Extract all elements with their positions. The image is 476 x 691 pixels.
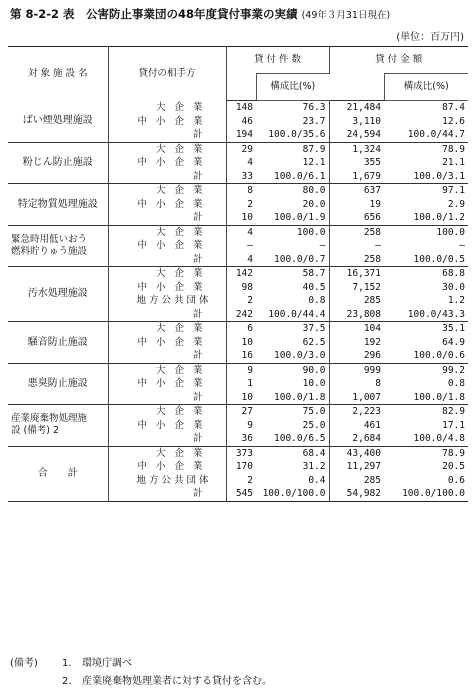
category-label: 計 xyxy=(108,253,226,267)
loan-amount: 2,684 xyxy=(329,432,384,446)
category-label: 大企業 xyxy=(108,446,226,460)
loan-amount: 23,808 xyxy=(329,308,384,322)
amount-share: 21.1 xyxy=(442,157,465,168)
loan-count: ― xyxy=(247,240,253,251)
header-amount-composition: 構成比(%) xyxy=(384,74,468,101)
table-row xyxy=(8,405,468,419)
loan-count: 1 xyxy=(247,378,253,389)
loan-amount: 461 xyxy=(363,419,381,431)
count-share: 100.0/6.5 xyxy=(256,432,329,446)
amount-share: 87.4 xyxy=(442,102,465,113)
loan-amount: 24,594 xyxy=(329,128,384,142)
amount-share: 17.1 xyxy=(442,419,465,431)
loan-count: 27 xyxy=(241,406,253,417)
facility-name-line2: 設 (備考) 2 xyxy=(11,425,59,437)
loan-count: 9 xyxy=(247,364,253,376)
amount-share: 12.6 xyxy=(442,115,465,127)
amount-share: 1.2 xyxy=(447,295,465,306)
facility-name: 悪臭防止施設 xyxy=(8,363,108,405)
amount-share: 30.0 xyxy=(442,281,465,293)
amount-share: 78.9 xyxy=(442,143,465,155)
loan-amount: 104 xyxy=(363,323,381,334)
amount-share: 64.9 xyxy=(442,336,465,348)
loan-amount: 1,679 xyxy=(329,170,384,184)
loan-count: 36 xyxy=(226,432,256,446)
loan-amount: 19 xyxy=(369,198,381,210)
loan-amount: 7,152 xyxy=(352,281,381,293)
category-label: 大企業 xyxy=(108,142,226,156)
loan-count: 10 xyxy=(226,391,256,405)
group-odor xyxy=(8,363,468,405)
loan-amount: ― xyxy=(375,240,381,251)
loan-amount: 355 xyxy=(363,157,381,168)
group-specific-substances xyxy=(8,184,468,226)
count-share: 0.8 xyxy=(256,294,329,308)
count-share: 100.0/1.9 xyxy=(256,211,329,225)
amount-share: 0.6 xyxy=(447,474,465,486)
count-share: 90.0 xyxy=(256,363,329,377)
loan-count: 10 xyxy=(226,211,256,225)
amount-share: 35.1 xyxy=(442,323,465,334)
note-2 xyxy=(10,672,272,687)
facility-name: 合 計 xyxy=(8,446,108,501)
group-soot-smoke xyxy=(8,101,468,143)
loan-count: 242 xyxy=(226,308,256,322)
count-share: 20.0 xyxy=(256,198,329,212)
group-low-sulfur-fuel xyxy=(8,225,468,267)
facility-name-line1: 産業廃棄物処理施 xyxy=(11,413,88,425)
count-share: 58.7 xyxy=(256,267,329,281)
category-label: 計 xyxy=(108,170,226,184)
loan-count: 10 xyxy=(241,336,253,348)
loan-amount: 54,982 xyxy=(329,487,384,501)
amount-share: 68.8 xyxy=(442,268,465,279)
loan-amount: 192 xyxy=(363,336,381,348)
count-share: 80.0 xyxy=(256,184,329,198)
amount-share: 99.2 xyxy=(442,364,465,376)
table-row xyxy=(8,363,468,377)
loan-count: 4 xyxy=(226,253,256,267)
note-text: 産業廃棄物処理業者に対する貸付を含む。 xyxy=(82,676,272,687)
loan-amount: 637 xyxy=(363,185,381,196)
category-label: 大企業 xyxy=(108,184,226,198)
count-share: 40.5 xyxy=(256,281,329,295)
category-label: 中小企業 xyxy=(108,115,226,129)
category-label: 計 xyxy=(108,211,226,225)
facility-name-line2: 燃料貯りゅう施設 xyxy=(11,245,88,257)
table-title xyxy=(10,6,390,22)
loan-amount: 3,110 xyxy=(352,115,381,127)
category-label: 中小企業 xyxy=(108,460,226,474)
loan-amount: 43,400 xyxy=(346,447,381,459)
facility-name: ばい煙処理施設 xyxy=(8,101,108,143)
facility-name xyxy=(8,225,108,267)
amount-share: 100.0/0.5 xyxy=(384,253,468,267)
facility-name: 騒音防止施設 xyxy=(8,322,108,364)
category-label: 中小企業 xyxy=(108,156,226,170)
header-facility: 対 象 施 設 名 xyxy=(8,47,108,101)
loan-results-table xyxy=(8,46,468,502)
loan-count: 4 xyxy=(247,226,253,238)
count-share: 87.9 xyxy=(256,142,329,156)
loan-amount: 285 xyxy=(363,474,381,486)
group-industrial-waste xyxy=(8,405,468,447)
category-label: 計 xyxy=(108,349,226,363)
group-noise xyxy=(8,322,468,364)
header-count: 貸 付 件 数 xyxy=(226,47,329,74)
amount-share: 20.5 xyxy=(442,461,465,472)
count-share: 100.0/100.0 xyxy=(256,487,329,501)
count-share: 100.0/3.0 xyxy=(256,349,329,363)
note-number: 1. xyxy=(62,658,72,669)
loan-count: 2 xyxy=(247,198,253,210)
amount-share: 100.0/0.6 xyxy=(384,349,468,363)
category-label: 地方公共団体 xyxy=(108,474,226,488)
loan-count: 33 xyxy=(226,170,256,184)
category-label: 大企業 xyxy=(108,322,226,336)
loan-amount: 11,297 xyxy=(346,461,381,472)
count-share: 100.0/1.8 xyxy=(256,391,329,405)
loan-amount: 258 xyxy=(363,226,381,238)
category-label: 大企業 xyxy=(108,363,226,377)
amount-share: 100.0/100.0 xyxy=(384,487,468,501)
note-number: 2. xyxy=(62,676,72,687)
facility-name-line1: 緊急時用低いおう xyxy=(11,233,88,245)
loan-amount: 285 xyxy=(363,295,381,306)
group-grand-total xyxy=(8,446,468,501)
loan-amount: 2,223 xyxy=(352,406,381,417)
facility-name: 粉じん防止施設 xyxy=(8,142,108,184)
category-label: 大企業 xyxy=(108,405,226,419)
category-label: 計 xyxy=(108,432,226,446)
table-row xyxy=(8,101,468,115)
loan-amount: 1,324 xyxy=(352,143,381,155)
facility-name: 特定物質処理施設 xyxy=(8,184,108,226)
amount-share: 97.1 xyxy=(442,185,465,196)
amount-share: 100.0/1.8 xyxy=(384,391,468,405)
as-of-date: (49年３月31日現在) xyxy=(301,10,391,21)
count-share: 37.5 xyxy=(256,322,329,336)
header-count-blank xyxy=(226,74,256,101)
count-share: ― xyxy=(256,239,329,253)
loan-count: 148 xyxy=(235,102,253,113)
amount-share: 100.0/44.7 xyxy=(384,128,468,142)
header-amount-blank xyxy=(329,74,384,101)
count-share: 23.7 xyxy=(256,115,329,129)
category-label: 大企業 xyxy=(108,101,226,115)
loan-count: 142 xyxy=(235,268,253,279)
count-share: 100.0/6.1 xyxy=(256,170,329,184)
category-label: 計 xyxy=(108,308,226,322)
category-label: 計 xyxy=(108,487,226,501)
count-share: 100.0 xyxy=(256,225,329,239)
loan-amount: 8 xyxy=(375,378,381,389)
loan-count: 29 xyxy=(241,143,253,155)
category-label: 中小企業 xyxy=(108,336,226,350)
unit-label: (単位：百万円) xyxy=(396,32,464,43)
header-count-composition: 構成比(%) xyxy=(256,74,329,101)
loan-count: 9 xyxy=(247,419,253,431)
category-label: 地方公共団体 xyxy=(108,294,226,308)
amount-share: 100.0/3.1 xyxy=(384,170,468,184)
count-share: 100.0/44.4 xyxy=(256,308,329,322)
loan-amount: 656 xyxy=(329,211,384,225)
count-share: 25.0 xyxy=(256,419,329,433)
loan-amount: 16,371 xyxy=(346,268,381,279)
table-row xyxy=(8,267,468,281)
facility-name xyxy=(8,405,108,447)
group-dust xyxy=(8,142,468,184)
note-1 xyxy=(10,654,132,669)
amount-share: 78.9 xyxy=(442,447,465,459)
loan-count: 545 xyxy=(226,487,256,501)
category-label: 大企業 xyxy=(108,225,226,239)
amount-share: 100.0/43.3 xyxy=(384,308,468,322)
category-label: 中小企業 xyxy=(108,239,226,253)
loan-amount: 296 xyxy=(329,349,384,363)
category-label: 計 xyxy=(108,128,226,142)
amount-share: 100.0/1.2 xyxy=(384,211,468,225)
group-wastewater xyxy=(8,267,468,322)
loan-count: 4 xyxy=(247,157,253,168)
loan-amount: 999 xyxy=(363,364,381,376)
table-header xyxy=(8,47,468,101)
loan-count: 98 xyxy=(241,281,253,293)
category-label: 大企業 xyxy=(108,267,226,281)
amount-share: ― xyxy=(459,240,465,251)
amount-share: 82.9 xyxy=(442,406,465,417)
count-share: 76.3 xyxy=(256,101,329,115)
amount-share: 0.8 xyxy=(447,378,465,389)
category-label: 中小企業 xyxy=(108,377,226,391)
loan-amount: 21,484 xyxy=(346,102,381,113)
loan-amount: 258 xyxy=(329,253,384,267)
table-row xyxy=(8,225,468,239)
category-label: 中小企業 xyxy=(108,198,226,212)
title-text: 第 8-2-2 表 公害防止事業団の48年度貸付事業の実績 xyxy=(10,7,298,21)
count-share: 62.5 xyxy=(256,336,329,350)
amount-share: 100.0/4.8 xyxy=(384,432,468,446)
count-share: 12.1 xyxy=(256,156,329,170)
notes-label: (備考) xyxy=(10,658,38,669)
loan-count: 2 xyxy=(247,474,253,486)
loan-amount: 1,007 xyxy=(329,391,384,405)
loan-count: 2 xyxy=(247,295,253,306)
table-row xyxy=(8,446,468,460)
loan-count: 170 xyxy=(235,461,253,472)
count-share: 100.0/0.7 xyxy=(256,253,329,267)
loan-count: 373 xyxy=(235,447,253,459)
loan-count: 46 xyxy=(241,115,253,127)
facility-name: 汚水処理施設 xyxy=(8,267,108,322)
category-label: 中小企業 xyxy=(108,419,226,433)
loan-count: 194 xyxy=(226,128,256,142)
note-text: 環境庁調べ xyxy=(82,658,132,669)
count-share: 68.4 xyxy=(256,446,329,460)
count-share: 31.2 xyxy=(256,460,329,474)
table-row xyxy=(8,322,468,336)
loan-count: 8 xyxy=(247,185,253,196)
loan-count: 6 xyxy=(247,323,253,334)
table-row xyxy=(8,184,468,198)
table-row xyxy=(8,142,468,156)
category-label: 計 xyxy=(108,391,226,405)
amount-share: 2.9 xyxy=(447,198,465,210)
count-share: 10.0 xyxy=(256,377,329,391)
count-share: 75.0 xyxy=(256,405,329,419)
count-share: 100.0/35.6 xyxy=(256,128,329,142)
loan-count: 16 xyxy=(226,349,256,363)
count-share: 0.4 xyxy=(256,474,329,488)
amount-share: 100.0 xyxy=(436,226,465,238)
category-label: 中小企業 xyxy=(108,281,226,295)
header-amount: 貸 付 金 額 xyxy=(375,54,423,66)
header-category: 貸付の相手方 xyxy=(108,47,226,101)
